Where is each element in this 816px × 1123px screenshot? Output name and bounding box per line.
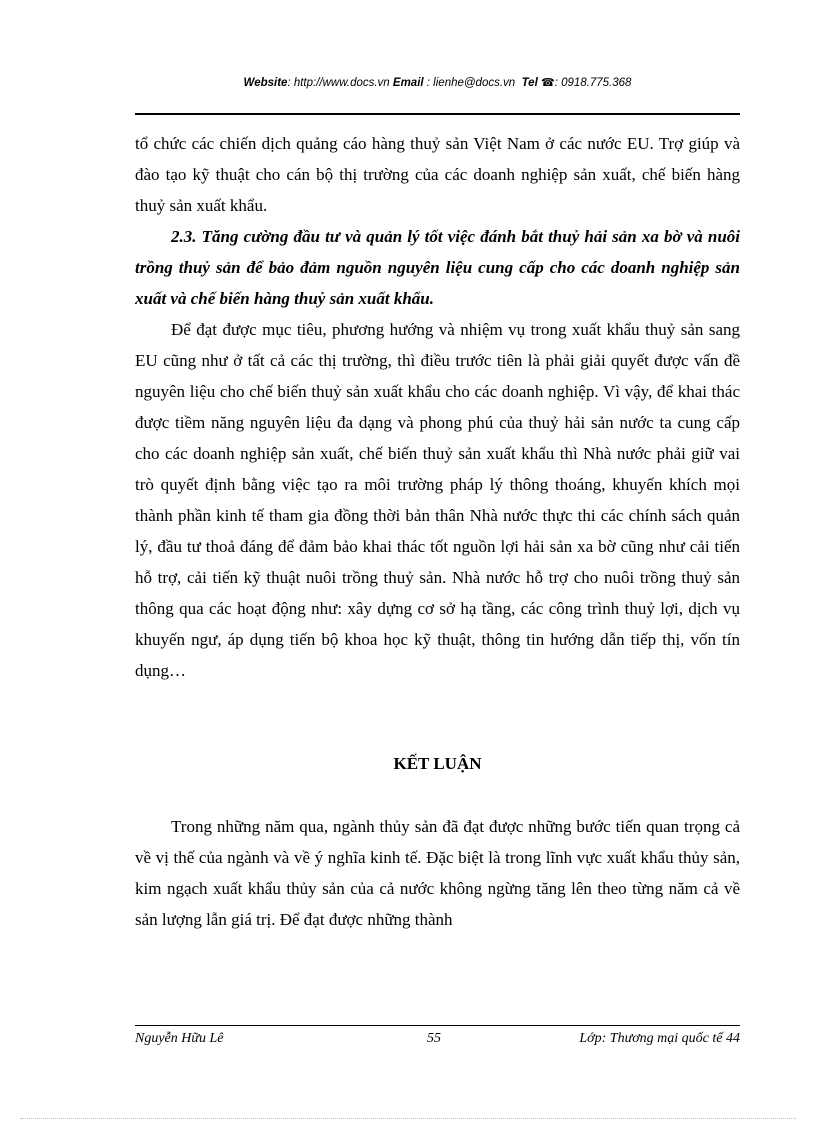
body-paragraph: tổ chức các chiến dịch quảng cáo hàng thuỷ sản Việt Nam ở các nước EU. Trợ giúp và đào tạo kỹ thuật cho cán bộ thị trường của các doanh nghiệp sản xuất, chế biến hàng thuỷ sản xuất khẩu. <box>135 134 740 215</box>
footer-divider <box>135 1025 740 1026</box>
page-content <box>135 128 740 935</box>
tel-number: : 0918.775.368 <box>554 77 632 89</box>
page-bottom-border <box>20 1118 796 1119</box>
email-link[interactable]: : lienhe@docs.vn <box>426 77 516 89</box>
email-label: Email <box>392 77 424 89</box>
footer-class: Lớp: Thương mại quốc tế 44 <box>579 1031 740 1046</box>
body-paragraph: Trong những năm qua, ngành thủy sản đã đạt được những bước tiến quan trọng cả về vị thế của ngành và về ý nghĩa kinh tế. Đặc biệt là trong lĩnh vực xuất khẩu thủy sản, kim ngạch xuất khẩu thủy sản của cả nước không ngừng tăng lên theo từng năm cả về sản lượng lẫn giá trị. Để đạt được những thành <box>135 817 740 929</box>
telephone-icon: ☎ <box>540 77 555 89</box>
page-footer <box>135 1031 740 1051</box>
section-heading: 2.3. Tăng cường đầu tư và quản lý tốt việc đánh bắt thuỷ hải sản xa bờ và nuôi trồng thuỷ sản để bảo đảm nguồn nguyên liệu cung cấp cho các doanh nghiệp sản xuất và chế biến hàng thuỷ sản xuất khẩu. <box>135 227 740 308</box>
conclusion-title: KẾT LUẬN <box>393 754 482 773</box>
website-link[interactable]: : http://www.docs.vn <box>287 77 390 89</box>
footer-author: Nguyễn Hữu Lê <box>135 1031 224 1046</box>
body-paragraph: Để đạt được mục tiêu, phương hướng và nhiệm vụ trong xuất khẩu thuỷ sản sang EU cũng như ở tất cả các thị trường, thì điều trước tiên là phải giải quyết được vấn đề nguyên liệu cho chế biến thuỷ sản xuất khẩu cho các doanh nghiệp. Vì vậy, để khai thác được tiềm năng nguyên liệu đa dạng và phong phú của thuỷ hải sản nước ta cung cấp cho các doanh nghiệp sản xuất, chế biến thuỷ sản xuất khẩu thì Nhà nước phải giữ vai trò quyết định bằng việc tạo ra môi trường pháp lý thông thoáng, khuyến khích mọi thành phần kinh tế tham gia đồng thời bản thân Nhà nước thực thi các chính sách quản lý, đầu tư thoả đáng để đảm bảo khai thác tốt nguồn lợi hải sản xa bờ cũng như cải tiến hỗ trợ, cải tiến kỹ thuật nuôi trồng thuỷ sản. Nhà nước hỗ trợ cho nuôi trồng thuỷ sản thông qua các hoạt động như: xây dựng cơ sở hạ tầng, các công trình thuỷ lợi, dịch vụ khuyến ngư, áp dụng tiến bộ khoa học kỹ thuật, thông tin hướng dẫn tiếp thị, vốn tín dụng… <box>135 320 740 680</box>
website-label: Website <box>243 77 288 89</box>
page-header <box>135 76 740 89</box>
header-divider <box>135 113 740 115</box>
tel-label: Tel <box>521 77 538 89</box>
page-number: 55 <box>427 1031 441 1046</box>
